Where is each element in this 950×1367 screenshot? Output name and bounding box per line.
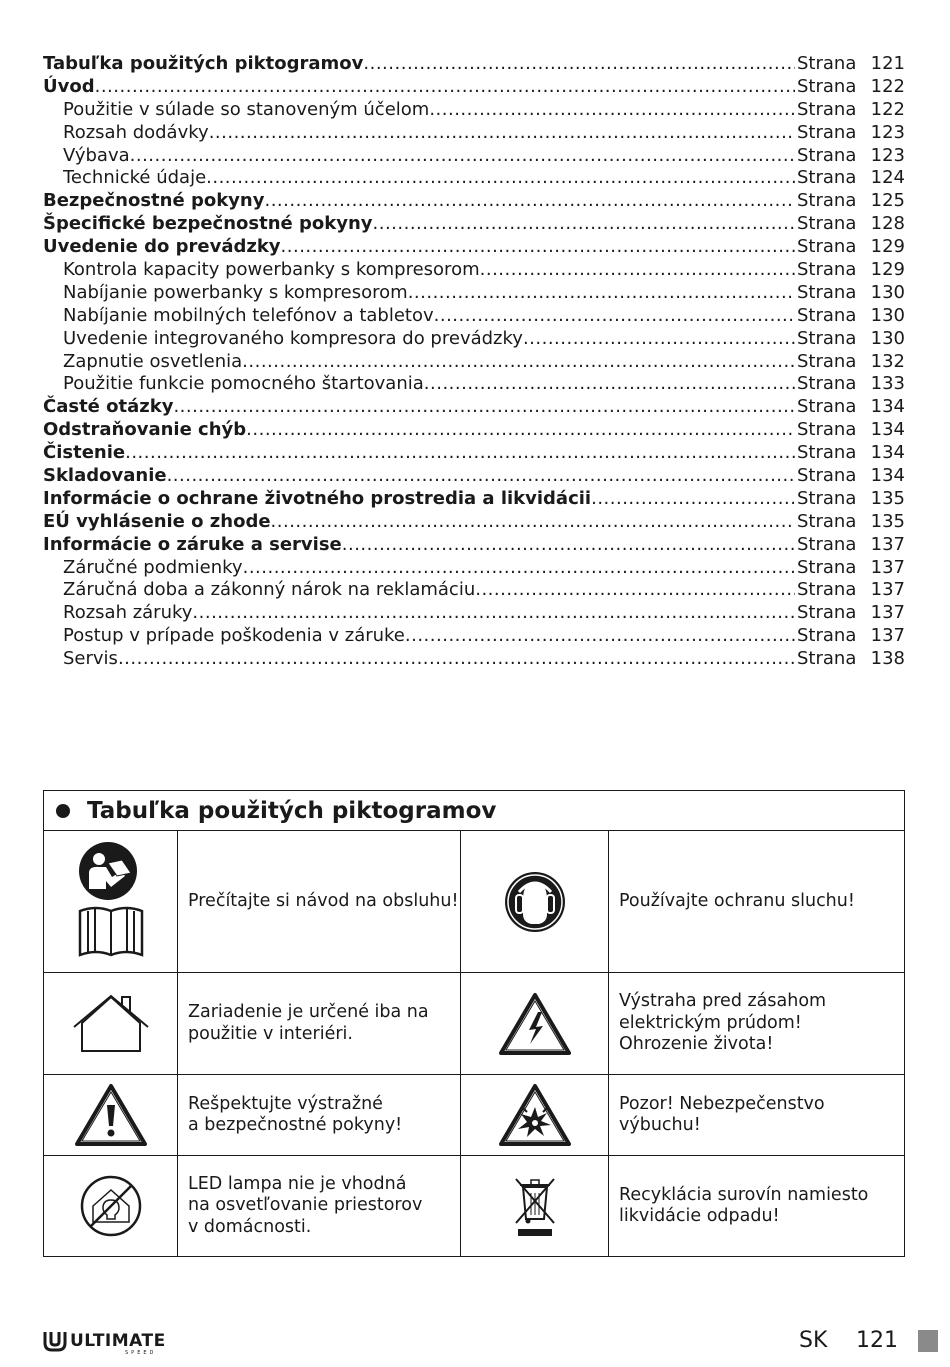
- toc-page-number: 135: [870, 510, 905, 532]
- toc-entry-title: Informácie o ochrane životného prostredia a likvidácii: [43, 487, 592, 509]
- pictogram-desc-led-lamp: LED lampa nie je vhodná na osvetľovanie priestorov v domácnosti.: [178, 1156, 461, 1256]
- toc-entry: [43, 557, 905, 580]
- toc-entry: [43, 648, 905, 671]
- toc-leader-dots: [192, 602, 795, 625]
- toc-page-number: 128: [870, 213, 905, 235]
- toc-strana-label: Strana: [797, 419, 857, 441]
- toc-leader-dots: [480, 259, 795, 282]
- toc-entry: [43, 99, 905, 122]
- pictogram-desc-explosion: Pozor! Nebezpečenstvo výbuchu!: [609, 1075, 904, 1156]
- toc-page-number: 130: [870, 304, 905, 326]
- toc-entry-title: Rozsah záruky: [63, 602, 193, 624]
- toc-leader-dots: [242, 351, 795, 374]
- toc-entry: [43, 396, 905, 419]
- toc-entry: [43, 579, 905, 602]
- toc-entry-title: Výbava: [63, 144, 130, 166]
- toc-strana-label: Strana: [797, 75, 857, 97]
- toc-entry: [43, 76, 905, 99]
- toc-leader-dots: [264, 190, 795, 213]
- toc-strana-label: Strana: [797, 304, 857, 326]
- toc-entry: [43, 167, 905, 190]
- toc-leader-dots: [281, 236, 795, 259]
- toc-page-number: 122: [870, 75, 905, 97]
- toc-strana-label: Strana: [797, 373, 857, 395]
- toc-page-number: 137: [870, 533, 905, 555]
- toc-leader-dots: [342, 534, 795, 557]
- crossed-bin-icon: [461, 1156, 609, 1256]
- toc-leader-dots: [209, 122, 795, 145]
- toc-entry-title: Kontrola kapacity powerbanky s kompresorom: [63, 259, 480, 281]
- toc-strana-label: Strana: [797, 556, 857, 578]
- toc-strana-label: Strana: [797, 190, 857, 212]
- toc-strana-label: Strana: [797, 144, 857, 166]
- pictogram-table-title: Tabuľka použitých piktogramov: [87, 797, 497, 824]
- toc-entry: [43, 419, 905, 442]
- toc-entry: [43, 373, 905, 396]
- toc-leader-dots: [95, 76, 795, 99]
- toc-entry-title: Špecifické bezpečnostné pokyny: [43, 213, 373, 235]
- logo-subtext: SPEED: [125, 1350, 157, 1356]
- toc-page-number: 137: [870, 579, 905, 601]
- toc-entry-title: Úvod: [43, 75, 95, 97]
- toc-entry: [43, 305, 905, 328]
- ultimate-speed-logo-icon: [43, 1330, 67, 1352]
- toc-entry-title: Tabuľka použitých piktogramov: [43, 53, 364, 74]
- toc-strana-label: Strana: [797, 259, 857, 281]
- toc-page-number: 129: [870, 259, 905, 281]
- logo-text: ULTIMATE: [70, 1330, 166, 1351]
- toc-page-number: 138: [870, 648, 905, 670]
- toc-entry-title: Záručná doba a zákonný nárok na reklamáciu: [63, 579, 476, 601]
- toc-leader-dots: [173, 396, 795, 419]
- toc-strana-label: Strana: [797, 487, 857, 509]
- explosion-warning-icon: [461, 1075, 609, 1156]
- toc-leader-dots: [373, 213, 796, 236]
- toc-entry: [43, 236, 905, 259]
- toc-strana-label: Strana: [797, 579, 857, 601]
- toc-entry-title: Nabíjanie powerbanky s kompresorom: [63, 281, 408, 303]
- toc-entry: [43, 442, 905, 465]
- toc-entry-title: EÚ vyhlásenie o zhode: [43, 510, 271, 532]
- toc-strana-label: Strana: [797, 648, 857, 670]
- toc-strana-label: Strana: [797, 327, 857, 349]
- toc-page-number: 132: [870, 350, 905, 372]
- toc-page-number: 121: [870, 53, 905, 74]
- toc-leader-dots: [424, 373, 795, 396]
- toc-page-number: 123: [870, 144, 905, 166]
- read-manual-icon: [44, 831, 178, 973]
- toc-strana-label: Strana: [797, 350, 857, 372]
- toc-entry-title: Záručné podmienky: [63, 556, 243, 578]
- warning-exclamation-icon: [44, 1075, 178, 1156]
- language-code: SK: [799, 1328, 828, 1353]
- toc-page-number: 134: [870, 465, 905, 487]
- toc-leader-dots: [206, 167, 795, 190]
- toc-entry-title: Nabíjanie mobilných telefónov a tabletov: [63, 304, 434, 326]
- toc-entry-title: Skladovanie: [43, 465, 167, 487]
- toc-page-number: 130: [870, 327, 905, 349]
- toc-leader-dots: [271, 511, 795, 534]
- toc-page-number: 130: [870, 281, 905, 303]
- toc-page-number: 137: [870, 556, 905, 578]
- toc-entry: [43, 213, 905, 236]
- toc-entry: [43, 259, 905, 282]
- toc-entry-title: Použitie v súlade so stanoveným účelom: [63, 98, 430, 120]
- pictogram-desc-recycling: Recyklácia surovín namiesto likvidácie odpadu!: [619, 1184, 869, 1226]
- toc-entry-title: Technické údaje: [63, 167, 207, 189]
- toc-leader-dots: [130, 145, 795, 168]
- toc-page-number: 134: [870, 396, 905, 418]
- toc-page-number: 125: [870, 190, 905, 212]
- toc-entry: [43, 625, 905, 648]
- toc-entry: [43, 328, 905, 351]
- toc-strana-label: Strana: [797, 602, 857, 624]
- toc-entry-title: Časté otázky: [43, 396, 174, 418]
- toc-entry: [43, 53, 905, 76]
- toc-entry-title: Informácie o záruke a servise: [43, 533, 342, 555]
- toc-strana-label: Strana: [797, 236, 857, 258]
- pictogram-table-header: [44, 791, 904, 831]
- toc-entry: [43, 145, 905, 168]
- toc-strana-label: Strana: [797, 442, 857, 464]
- no-household-lamp-icon: [44, 1156, 178, 1256]
- pictogram-desc-hearing-protection: Používajte ochranu sluchu!: [609, 831, 904, 973]
- toc-leader-dots: [118, 648, 795, 671]
- toc-entry-title: Postup v prípade poškodenia v záruke: [63, 625, 405, 647]
- toc-entry-title: Čistenie: [43, 442, 126, 464]
- toc-strana-label: Strana: [797, 121, 857, 143]
- toc-entry-title: Servis: [63, 648, 118, 670]
- toc-strana-label: Strana: [797, 465, 857, 487]
- toc-entry-title: Rozsah dodávky: [63, 121, 209, 143]
- toc-entry: [43, 465, 905, 488]
- toc-strana-label: Strana: [797, 533, 857, 555]
- toc-strana-label: Strana: [797, 625, 857, 647]
- toc-entry: [43, 122, 905, 145]
- hearing-protection-icon: [461, 831, 609, 973]
- toc-page-number: 137: [870, 625, 905, 647]
- toc-entry-title: Použitie funkcie pomocného štartovania: [63, 373, 424, 395]
- toc-leader-dots: [405, 625, 795, 648]
- toc-page-number: 133: [870, 373, 905, 395]
- pictogram-table: [43, 790, 905, 1257]
- toc-strana-label: Strana: [797, 167, 857, 189]
- toc-strana-label: Strana: [797, 281, 857, 303]
- toc-page-number: 124: [870, 167, 905, 189]
- toc-entry: [43, 282, 905, 305]
- toc-entry: [43, 511, 905, 534]
- page-number: 121: [856, 1328, 898, 1353]
- toc-strana-label: Strana: [797, 213, 857, 235]
- pictogram-desc-safety-instructions: Rešpektujte výstražné a bezpečnostné pokyny!: [178, 1075, 461, 1156]
- toc-page-number: 134: [870, 442, 905, 464]
- toc-leader-dots: [429, 99, 795, 122]
- toc-entry-title: Uvedenie integrovaného kompresora do prevádzky: [63, 327, 523, 349]
- toc-entry: [43, 534, 905, 557]
- bullet-icon: [56, 804, 70, 818]
- house-icon: [44, 973, 178, 1075]
- toc-strana-label: Strana: [797, 396, 857, 418]
- toc-leader-dots: [523, 328, 795, 351]
- toc-leader-dots: [167, 465, 795, 488]
- page-marker: [918, 1330, 938, 1352]
- pictogram-desc-electric-shock: Výstraha pred zásahom elektrickým prúdom! Ohrozenie života!: [609, 973, 904, 1075]
- toc-leader-dots: [125, 442, 795, 465]
- toc-leader-dots: [363, 53, 795, 76]
- toc-leader-dots: [475, 579, 795, 602]
- toc-strana-label: Strana: [797, 510, 857, 532]
- toc-leader-dots: [243, 557, 795, 580]
- toc-entry-title: Zapnutie osvetlenia: [63, 350, 243, 372]
- toc-strana-label: Strana: [797, 98, 857, 120]
- toc-page-number: 122: [870, 98, 905, 120]
- toc-entry: [43, 351, 905, 374]
- toc-page-number: 134: [870, 419, 905, 441]
- toc-page-number: 123: [870, 121, 905, 143]
- pictogram-desc-indoor-use: Zariadenie je určené iba na použitie v interiéri.: [178, 973, 461, 1075]
- pictogram-grid: [44, 831, 904, 1256]
- toc-page-number: 129: [870, 236, 905, 258]
- toc-page-number: 135: [870, 487, 905, 509]
- toc-leader-dots: [434, 305, 795, 328]
- toc-entry: [43, 488, 905, 511]
- toc-entry-title: Bezpečnostné pokyny: [43, 190, 265, 212]
- table-of-contents: [43, 53, 905, 671]
- toc-entry: [43, 602, 905, 625]
- electric-shock-warning-icon: [461, 973, 609, 1075]
- toc-entry-title: Uvedenie do prevádzky: [43, 236, 281, 258]
- toc-entry: [43, 190, 905, 213]
- pictogram-desc-read-manual: Prečítajte si návod na obsluhu!: [178, 831, 461, 973]
- toc-page-number: 137: [870, 602, 905, 624]
- toc-leader-dots: [591, 488, 795, 511]
- brand-logo: [43, 1330, 166, 1356]
- toc-leader-dots: [246, 419, 795, 442]
- toc-strana-label: Strana: [797, 53, 857, 74]
- toc-entry-title: Odstraňovanie chýb: [43, 419, 247, 441]
- toc-leader-dots: [408, 282, 795, 305]
